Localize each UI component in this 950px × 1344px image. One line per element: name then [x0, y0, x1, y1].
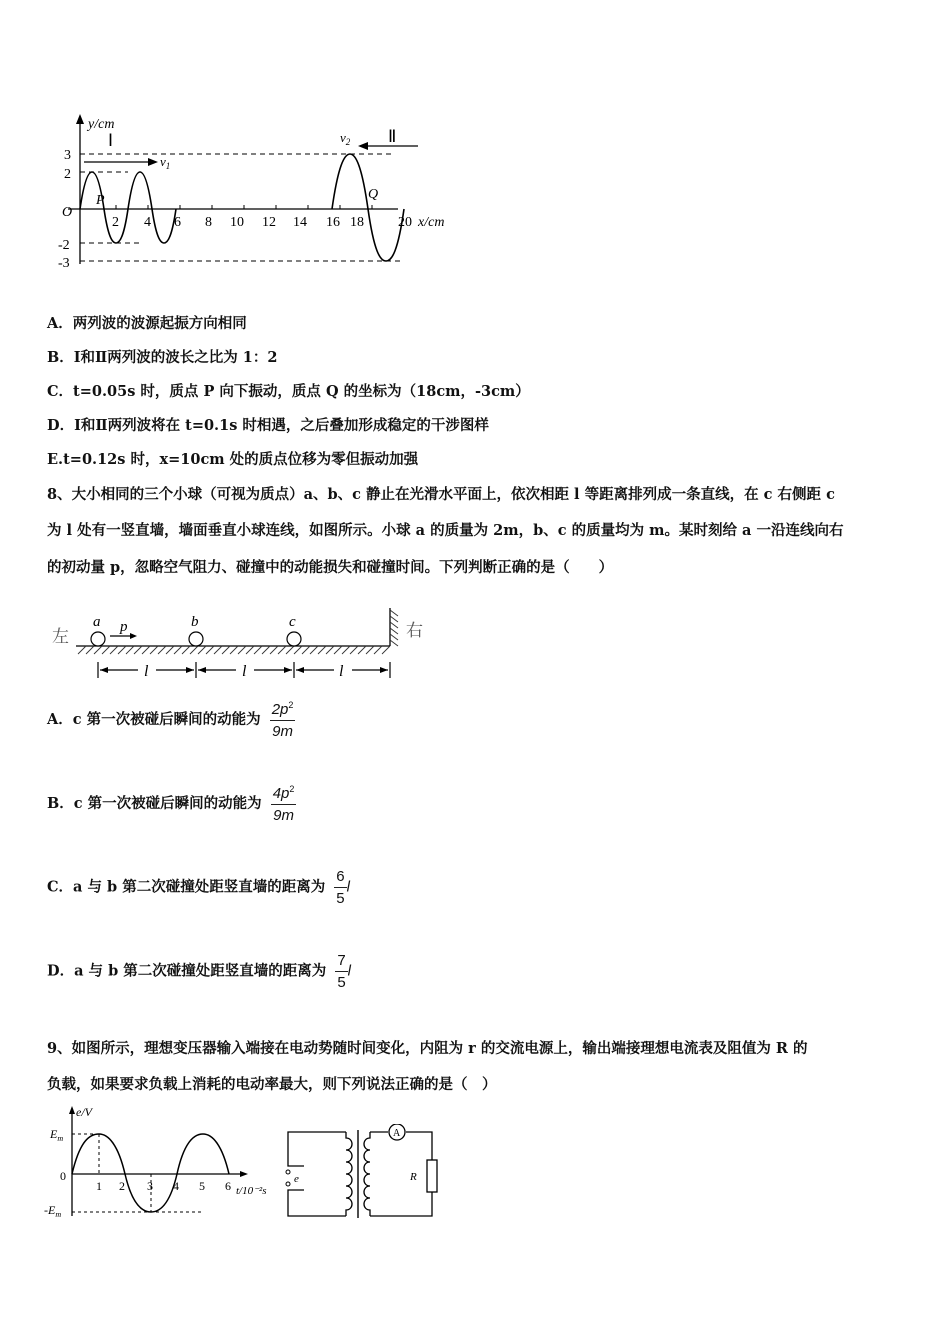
ball-b	[189, 632, 203, 646]
y-tick-2: 2	[64, 167, 71, 182]
emf-y-label: e/V	[76, 1105, 92, 1119]
ball-a-label: a	[93, 614, 101, 630]
q8-option-b-text: B．c 第一次被碰后瞬间的动能为	[47, 795, 262, 812]
fraction-denominator: 5	[337, 974, 346, 991]
resistor-label: R	[410, 1171, 417, 1183]
emf-x-tick-6: 6	[225, 1179, 231, 1193]
x-tick-16: 16	[326, 215, 340, 230]
primary-coil	[346, 1132, 352, 1216]
transformer-circuit	[284, 1124, 454, 1224]
q8-option-c-suffix: l	[346, 878, 350, 896]
resistor	[427, 1160, 437, 1192]
q8-option-c	[47, 868, 350, 907]
fraction-numerator: 7	[335, 952, 347, 972]
fraction-denominator: 9m	[272, 723, 293, 740]
q8-stem-line-1: 8、大小相同的三个小球（可视为质点）a、b、c 静止在光滑水平面上，依次相距 l 等距离排列成一条直线，在 c 右侧距 c	[47, 486, 835, 503]
x-tick-4: 4	[144, 215, 151, 230]
point-q: Q	[368, 187, 379, 202]
emf-graph	[44, 1104, 284, 1224]
q8-option-d-text: D．a 与 b 第二次碰撞处距竖直墙的距离为	[47, 962, 327, 980]
source-terminal-bottom	[286, 1182, 290, 1186]
wave-2-label: Ⅱ	[388, 127, 397, 146]
q8-option-b	[47, 784, 296, 824]
emf-x-tick-5: 5	[199, 1179, 205, 1193]
wave-2-curve	[332, 154, 404, 261]
q8-option-a	[47, 700, 295, 740]
x-tick-20: 20	[398, 215, 412, 230]
wave-1-label: Ⅰ	[108, 131, 114, 150]
fraction-denominator: 9m	[273, 807, 294, 824]
q7-option-e: E.t=0.12s 时，x=10cm 处的质点位移为零但振动加强	[47, 451, 419, 468]
q8-stem-line-2: 为 l 处有一竖直墙，墙面垂直小球连线，如图所示。小球 a 的质量为 2m，b、c 的质量均为 m。某时刻给 a 一沿连线向右	[47, 522, 844, 539]
q8-option-d	[47, 952, 351, 991]
origin-label: O	[62, 205, 73, 220]
q7-option-a: A．两列波的波源起振方向相同	[47, 315, 247, 332]
y-tick-neg2: -2	[58, 238, 70, 253]
ground-hatch	[78, 646, 390, 654]
fraction-numerator: $4p^2$	[271, 784, 297, 805]
wave-1-curve	[80, 172, 176, 243]
source-terminal-top	[286, 1170, 290, 1174]
emf-x-tick-3: 3	[147, 1179, 153, 1193]
x-tick-2: 2	[112, 215, 119, 230]
q9-stem-line-2: 负载，如果要求负载上消耗的电动率最大，则下列说法正确的是（ ）	[47, 1076, 497, 1093]
y-tick-3: 3	[64, 148, 71, 163]
x-tick-8: 8	[205, 215, 212, 230]
x-tick-10: 10	[230, 215, 244, 230]
fraction-denominator: 5	[336, 890, 345, 907]
source-label: e	[294, 1173, 299, 1185]
balls-wall-figure	[48, 604, 448, 688]
q8-option-b-fraction	[271, 784, 297, 824]
x-tick-18: 18	[350, 215, 364, 230]
v2-label: $v_2$	[340, 130, 351, 147]
q8-option-c-text: C．a 与 b 第二次碰撞处距竖直墙的距离为	[47, 878, 326, 896]
x-tick-12: 12	[262, 215, 276, 230]
ball-c	[287, 632, 301, 646]
y-axis-arrow	[76, 114, 84, 124]
fraction-numerator: 6	[334, 868, 346, 888]
distance-label-1: l	[144, 663, 149, 680]
distance-label-2: l	[242, 663, 247, 680]
ammeter-label: A	[393, 1128, 401, 1139]
emf-x-label: t/10⁻²s	[236, 1185, 267, 1197]
right-label: 右	[406, 621, 423, 640]
fraction-numerator: $2p^2$	[270, 700, 296, 721]
q8-option-a-fraction	[270, 700, 296, 740]
emf-x-tick-2: 2	[119, 1179, 125, 1193]
secondary-coil	[364, 1132, 370, 1216]
y-tick-neg3: -3	[58, 256, 70, 271]
q8-stem-line-3: 的初动量 p，忽略空气阻力、碰撞中的动能损失和碰撞时间。下列判断正确的是（ ）	[47, 559, 614, 576]
x-tick-14: 14	[293, 215, 307, 230]
wave-graph	[48, 112, 468, 282]
ball-b-label: b	[191, 614, 199, 630]
q8-option-a-text: A．c 第一次被碰后瞬间的动能为	[47, 711, 261, 728]
ball-c-label: c	[289, 614, 296, 630]
y-axis-label: y/cm	[88, 117, 115, 132]
q7-option-d: D．Ⅰ和Ⅱ两列波将在 t=0.1s 时相遇，之后叠加形成稳定的干涉图样	[47, 417, 489, 434]
emf-x-tick-1: 1	[96, 1179, 102, 1193]
emf-em-label: $E_m$	[50, 1127, 64, 1143]
distance-label-3: l	[339, 663, 344, 680]
emf-x-tick-4: 4	[173, 1179, 179, 1193]
q7-option-b: B．Ⅰ和Ⅱ两列波的波长之比为 1：2	[47, 349, 278, 366]
x-axis-label: x/cm	[418, 215, 445, 230]
point-p: P	[96, 193, 105, 208]
q8-option-d-fraction	[335, 952, 347, 991]
momentum-label: p	[120, 619, 128, 635]
primary-wire	[288, 1132, 346, 1166]
wall-hatch	[390, 610, 398, 646]
v1-label: $v_1$	[160, 154, 171, 171]
ball-a	[91, 632, 105, 646]
x-tick-6: 6	[174, 215, 181, 230]
emf-neg-em-label: $-E_m$	[44, 1203, 62, 1219]
q7-option-c: C．t=0.05s 时，质点 P 向下振动，质点 Q 的坐标为（18cm，-3cm）	[47, 383, 530, 400]
q9-stem-line-1: 9、如图所示，理想变压器输入端接在电动势随时间变化，内阻为 r 的交流电源上，输出端接理想电流表及阻值为 R 的	[47, 1040, 808, 1057]
q8-option-d-suffix: l	[347, 962, 352, 980]
left-label: 左	[52, 627, 69, 646]
q8-option-c-fraction	[334, 868, 346, 907]
emf-origin: 0	[60, 1169, 66, 1183]
